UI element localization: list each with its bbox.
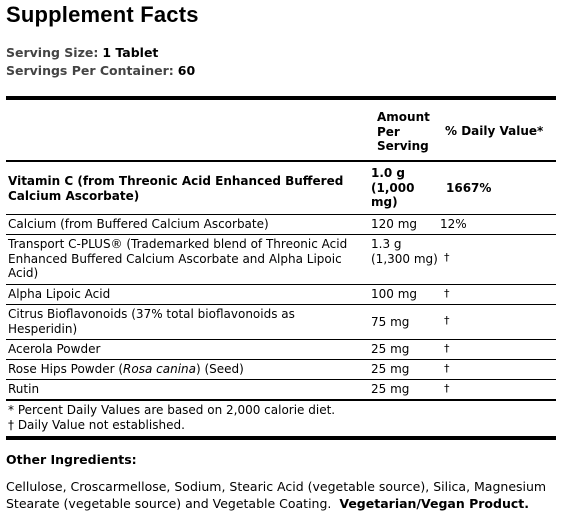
bottom-divider <box>6 436 556 440</box>
row-divider <box>6 359 556 360</box>
nutrient-amount: 120 mg <box>371 217 418 231</box>
nutrient-name: Vitamin C (from Threonic Acid Enhanced Buffered Calcium Ascorbate) <box>8 174 344 203</box>
nutrient-amount: 100 mg <box>371 287 418 301</box>
servings-label: Servings Per Container: <box>6 63 174 78</box>
nutrient-name: Acerola Powder <box>8 342 101 356</box>
nutrient-dv: † <box>444 362 450 375</box>
nutrient-dv: † <box>444 287 450 300</box>
nutrient-row-rutin <box>6 382 556 399</box>
servings-value: 60 <box>177 63 196 78</box>
daily-value-header: % Daily Value* <box>445 124 544 138</box>
nutrient-amount: 1.3 g (1,300 mg) <box>371 237 438 266</box>
row-divider <box>6 379 556 380</box>
nutrient-amount: 25 mg <box>371 362 410 376</box>
nutrient-name: Rose Hips Powder (Rosa canina) (Seed) <box>8 362 244 376</box>
nutrient-row-acerola-powder <box>6 342 556 359</box>
amount-per-serving-header: Amount Per Serving <box>377 110 430 153</box>
servings-per-container <box>6 63 195 78</box>
latin-name: Rosa canina <box>123 362 196 376</box>
nutrient-dv: † <box>444 382 450 395</box>
footnote-dagger: † Daily Value not established. <box>8 418 185 432</box>
nutrient-row-vitamin-c <box>6 166 556 214</box>
nutrient-amount: 25 mg <box>371 382 410 396</box>
nutrient-row-calcium <box>6 217 556 234</box>
nutrient-amount: 75 mg <box>371 315 410 329</box>
serving-size <box>6 45 158 60</box>
nutrient-amount: 1.0 g (1,000 mg) <box>371 166 415 209</box>
footnote-daily-values: * Percent Daily Values are based on 2,000 calorie diet. <box>8 403 336 417</box>
nutrient-name: Citrus Bioflavonoids (37% total bioflavonoids as Hesperidin) <box>8 307 295 336</box>
panel-title: Supplement Facts <box>6 2 199 27</box>
nutrient-dv: † <box>444 342 450 355</box>
row-divider <box>6 284 556 285</box>
top-divider <box>6 96 556 100</box>
row-divider <box>6 339 556 340</box>
footnote-divider <box>6 399 556 401</box>
nutrient-dv: † <box>444 251 450 264</box>
nutrient-row-citrus-bioflavonoids <box>6 307 556 339</box>
nutrient-dv: 1667% <box>446 181 492 195</box>
nutrient-row-rose-hips-powder <box>6 362 556 379</box>
header-divider <box>6 160 556 162</box>
serving-size-label: Serving Size: <box>6 45 99 60</box>
nutrient-row-alpha-lipoic-acid <box>6 287 556 304</box>
other-ingredients-title: Other Ingredients: <box>6 452 137 467</box>
row-divider <box>6 234 556 235</box>
row-divider <box>6 304 556 305</box>
nutrient-dv: 12% <box>440 217 467 231</box>
nutrient-name: Calcium (from Buffered Calcium Ascorbate) <box>8 217 269 231</box>
nutrient-name: Alpha Lipoic Acid <box>8 287 111 301</box>
nutrient-dv: † <box>444 314 450 327</box>
nutrient-name: Rutin <box>8 382 40 396</box>
nutrient-name: Transport C-PLUS® (Trademarked blend of Threonic Acid Enhanced Buffered Calcium Ascorbate and Alpha Lipoic Acid) <box>8 237 348 280</box>
vegan-note: Vegetarian/Vegan Product. <box>339 496 529 511</box>
nutrient-amount: 25 mg <box>371 342 410 356</box>
other-ingredients-text: Cellulose, Croscarmellose, Sodium, Stearic Acid (vegetable source), Silica, Magnesium Stearate (vegetable source) and Vegetable Coating. Vegetarian/Vegan Product. <box>6 479 547 511</box>
row-divider <box>6 214 556 215</box>
nutrient-row-transport-c-plus <box>6 237 556 283</box>
serving-size-value: 1 Tablet <box>102 45 159 60</box>
